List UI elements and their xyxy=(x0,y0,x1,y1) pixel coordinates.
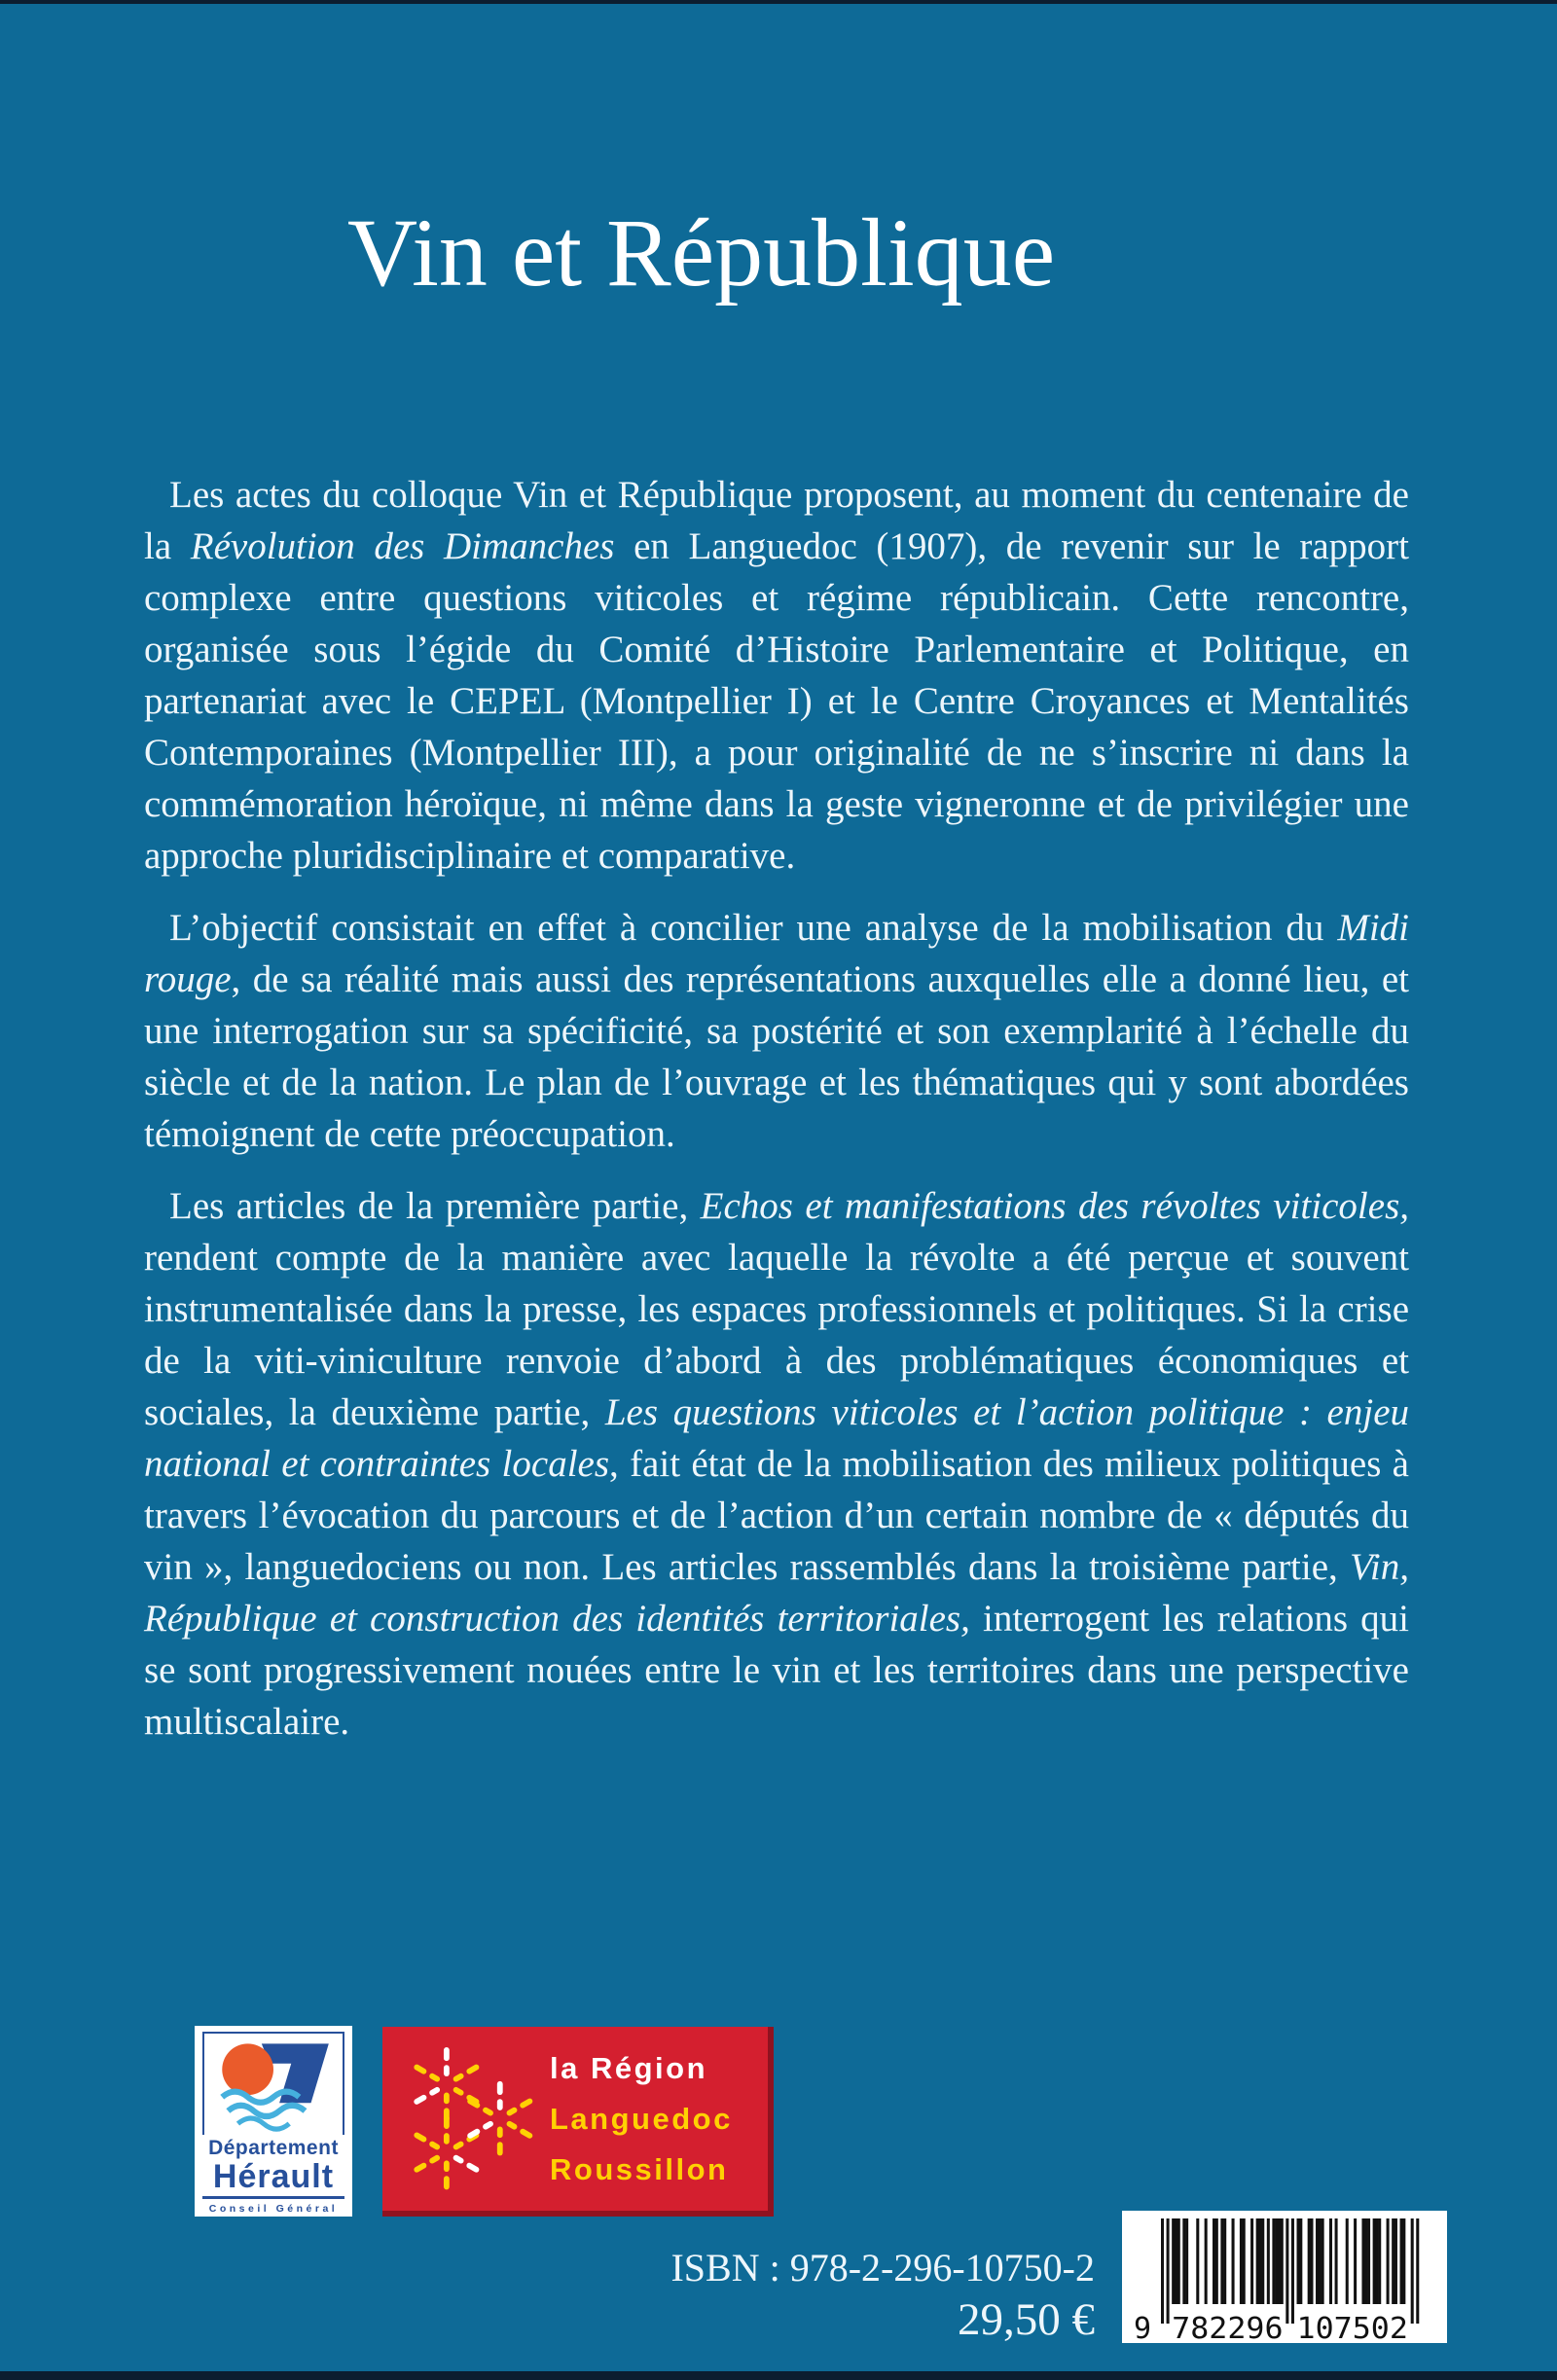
barcode-image xyxy=(1122,2211,1447,2343)
herault-emblem-frame xyxy=(202,2032,344,2135)
herault-department-logo xyxy=(195,2026,352,2217)
back-cover-text xyxy=(144,469,1409,1768)
svg-text:9: 9 xyxy=(1134,2312,1152,2343)
herault-logo-divider xyxy=(202,2196,344,2199)
paragraph-1: Les actes du colloque Vin et République proposent, au moment du centenaire de la Révolution des Dimanches en Languedoc (1907), de revenir sur le rapport complexe entre questions viticoles et régime républicain. Cette rencontre, organisée sous l’égide du Comité d’Histoire Parlementaire et Politique, en partenariat avec le CEPEL (Montpellier I) et le Centre Croyances et Mentalités Contemporaines (Montpellier III), a pour originalité de ne s’inscrire ni dans la commémoration héroïque, ni même dans la geste vigneronne et de privilégier une approche pluridisciplinaire et comparative. xyxy=(144,474,1409,877)
price-text: 29,50 € xyxy=(958,2294,1095,2345)
herault-logo-departement-label: Département xyxy=(208,2137,339,2159)
page-bottom-edge xyxy=(0,2371,1557,2380)
paragraph-3: Les articles de la première partie, Echos et manifestations des révoltes viticoles, rendent compte de la manière avec laquelle la révolte a été perçue et souvent instrumentalisée dans la presse, les espaces professionnels et politiques. Si la crise de la viti-viniculture renvoie d’abord à des problématiques économiques et sociales, la deuxième partie, Les questions viticoles et l’action politique : enjeu national et contraintes locales, fait état de la mobilisation des milieux politiques à travers l’évocation du parcours et de l’action d’un certain nombre de « députés du vin », languedociens ou non. Les articles rassemblés dans la troisième partie, Vin, République et construction des identités territoriales, interrogent les relations qui se sont progressivement nouées entre le vin et les territoires dans une perspective multiscalaire. xyxy=(144,1185,1410,1743)
region-logo-languedoc-label: Languedoc xyxy=(550,2101,733,2136)
page-top-edge xyxy=(0,0,1557,4)
region-languedoc-roussillon-logo xyxy=(382,2027,774,2217)
region-logo-la-region-label: la Région xyxy=(550,2050,708,2085)
book-title: Vin et République xyxy=(346,198,1056,307)
barcode xyxy=(1122,2211,1447,2343)
region-logo-roussillon-label: Roussillon xyxy=(550,2151,729,2186)
herault-emblem-icon xyxy=(204,2034,343,2135)
svg-text:107502: 107502 xyxy=(1296,2312,1408,2343)
occitan-sunburst-icon xyxy=(388,2033,542,2206)
svg-text:782296: 782296 xyxy=(1172,2312,1284,2343)
paragraph-2: L’objectif consistait en effet à concilier une analyse de la mobilisation du Midi rouge, de sa réalité mais aussi des représentations auxquelles elle a donné lieu, et une interrogation sur sa spécificité, sa postérité et son exemplarité à l’échelle du siècle et de la nation. Le plan de l’ouvrage et les thématiques qui y sont abordées témoignent de cette préoccupation. xyxy=(144,907,1409,1155)
herault-logo-herault-label: Hérault xyxy=(212,2158,335,2195)
herault-logo-conseil-general-label: Conseil Général xyxy=(208,2203,339,2215)
isbn-text: ISBN : 978-2-296-10750-2 xyxy=(670,2246,1095,2290)
region-logo-text xyxy=(550,2043,733,2195)
